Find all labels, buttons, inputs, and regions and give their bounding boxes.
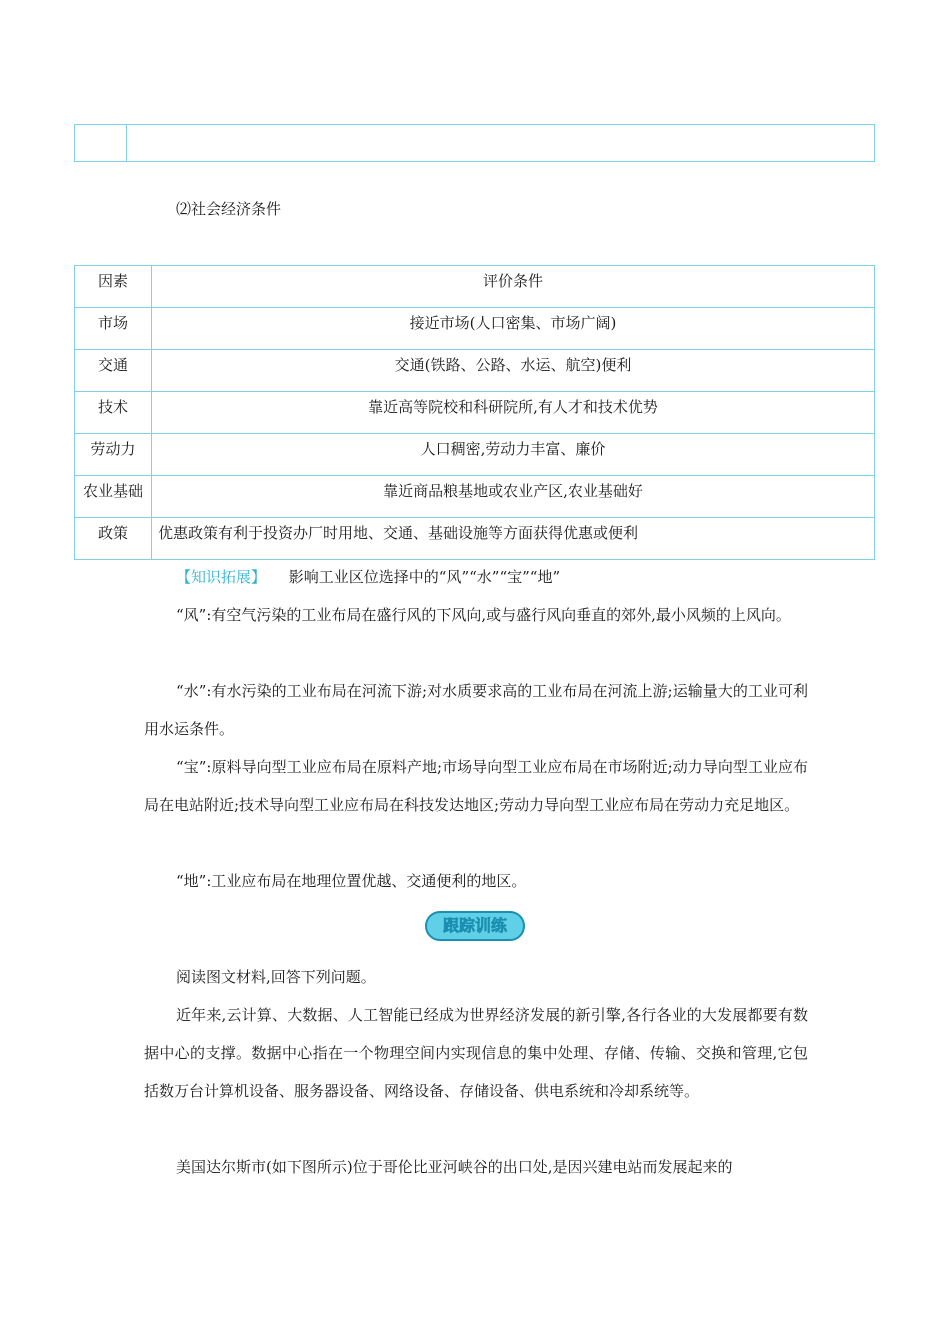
exercise-paragraph: 近年来,云计算、大数据、人工智能已经成为世界经济发展的新引擎,各行各业的大发展都要有数据中心的支撑。数据中心指在一个物理空间内实现信息的集中处理、存储、传输、交换和管理,它包括数万台计算机设备、服务器设备、网络设备、存储设备、供电系统和冷却系统等。 <box>144 1006 808 1100</box>
table-cell: 市场 <box>75 308 152 350</box>
top-table-cell <box>75 125 127 161</box>
table-row <box>75 434 875 476</box>
knowledge-title: 影响工业区位选择中的“风”“水”“宝”“地” <box>288 568 561 586</box>
table-cell: 优惠政策有利于投资办厂时用地、交通、基础设施等方面获得优惠或便利 <box>152 518 875 560</box>
knowledge-tag: 【知识拓展】 <box>176 568 267 586</box>
table-cell: 交通(铁路、公路、水运、航空)便利 <box>152 350 875 392</box>
table-cell: 政策 <box>75 518 152 560</box>
table-cell: 靠近商品粮基地或农业产区,农业基础好 <box>152 476 875 518</box>
badge-label: 跟踪训练 <box>442 916 508 935</box>
knowledge-shui: “水”:有水污染的工业布局在河流下游;对水质要求高的工业布局在河流上游;运输量大的工业可利用水运条件。 <box>144 682 808 738</box>
factor-table <box>74 265 875 560</box>
table-row <box>75 518 875 560</box>
table-cell: 技术 <box>75 392 152 434</box>
section-heading: ⑵社会经济条件 <box>176 200 282 218</box>
table-row <box>75 266 875 308</box>
table-row <box>75 476 875 518</box>
table-header-factor: 因素 <box>75 266 152 308</box>
table-cell: 交通 <box>75 350 152 392</box>
table-cell: 接近市场(人口密集、市场广阔) <box>152 308 875 350</box>
exercise-intro: 阅读图文材料,回答下列问题。 <box>176 968 376 986</box>
table-header-condition: 评价条件 <box>152 266 875 308</box>
knowledge-feng: “风”:有空气污染的工业布局在盛行风的下风向,或与盛行风向垂直的郊外,最小风频的上风向。 <box>176 606 791 624</box>
top-table-fragment <box>74 124 875 162</box>
tracking-practice-badge <box>424 910 526 942</box>
knowledge-di: “地”:工业应布局在地理位置优越、交通便利的地区。 <box>176 872 527 890</box>
table-row <box>75 350 875 392</box>
table-row <box>75 308 875 350</box>
table-row <box>75 392 875 434</box>
table-cell: 劳动力 <box>75 434 152 476</box>
table-cell: 靠近高等院校和科研院所,有人才和技术优势 <box>152 392 875 434</box>
exercise-paragraph-2: 美国达尔斯市(如下图所示)位于哥伦比亚河峡谷的出口处,是因兴建电站而发展起来的 <box>176 1158 733 1176</box>
knowledge-bao: “宝”:原料导向型工业应布局在原料产地;市场导向型工业应布局在市场附近;动力导向型工业应布局在电站附近;技术导向型工业应布局在科技发达地区;劳动力导向型工业应布局在劳动力充足地区。 <box>144 758 808 814</box>
table-cell: 农业基础 <box>75 476 152 518</box>
table-cell: 人口稠密,劳动力丰富、廉价 <box>152 434 875 476</box>
knowledge-heading <box>144 558 808 596</box>
